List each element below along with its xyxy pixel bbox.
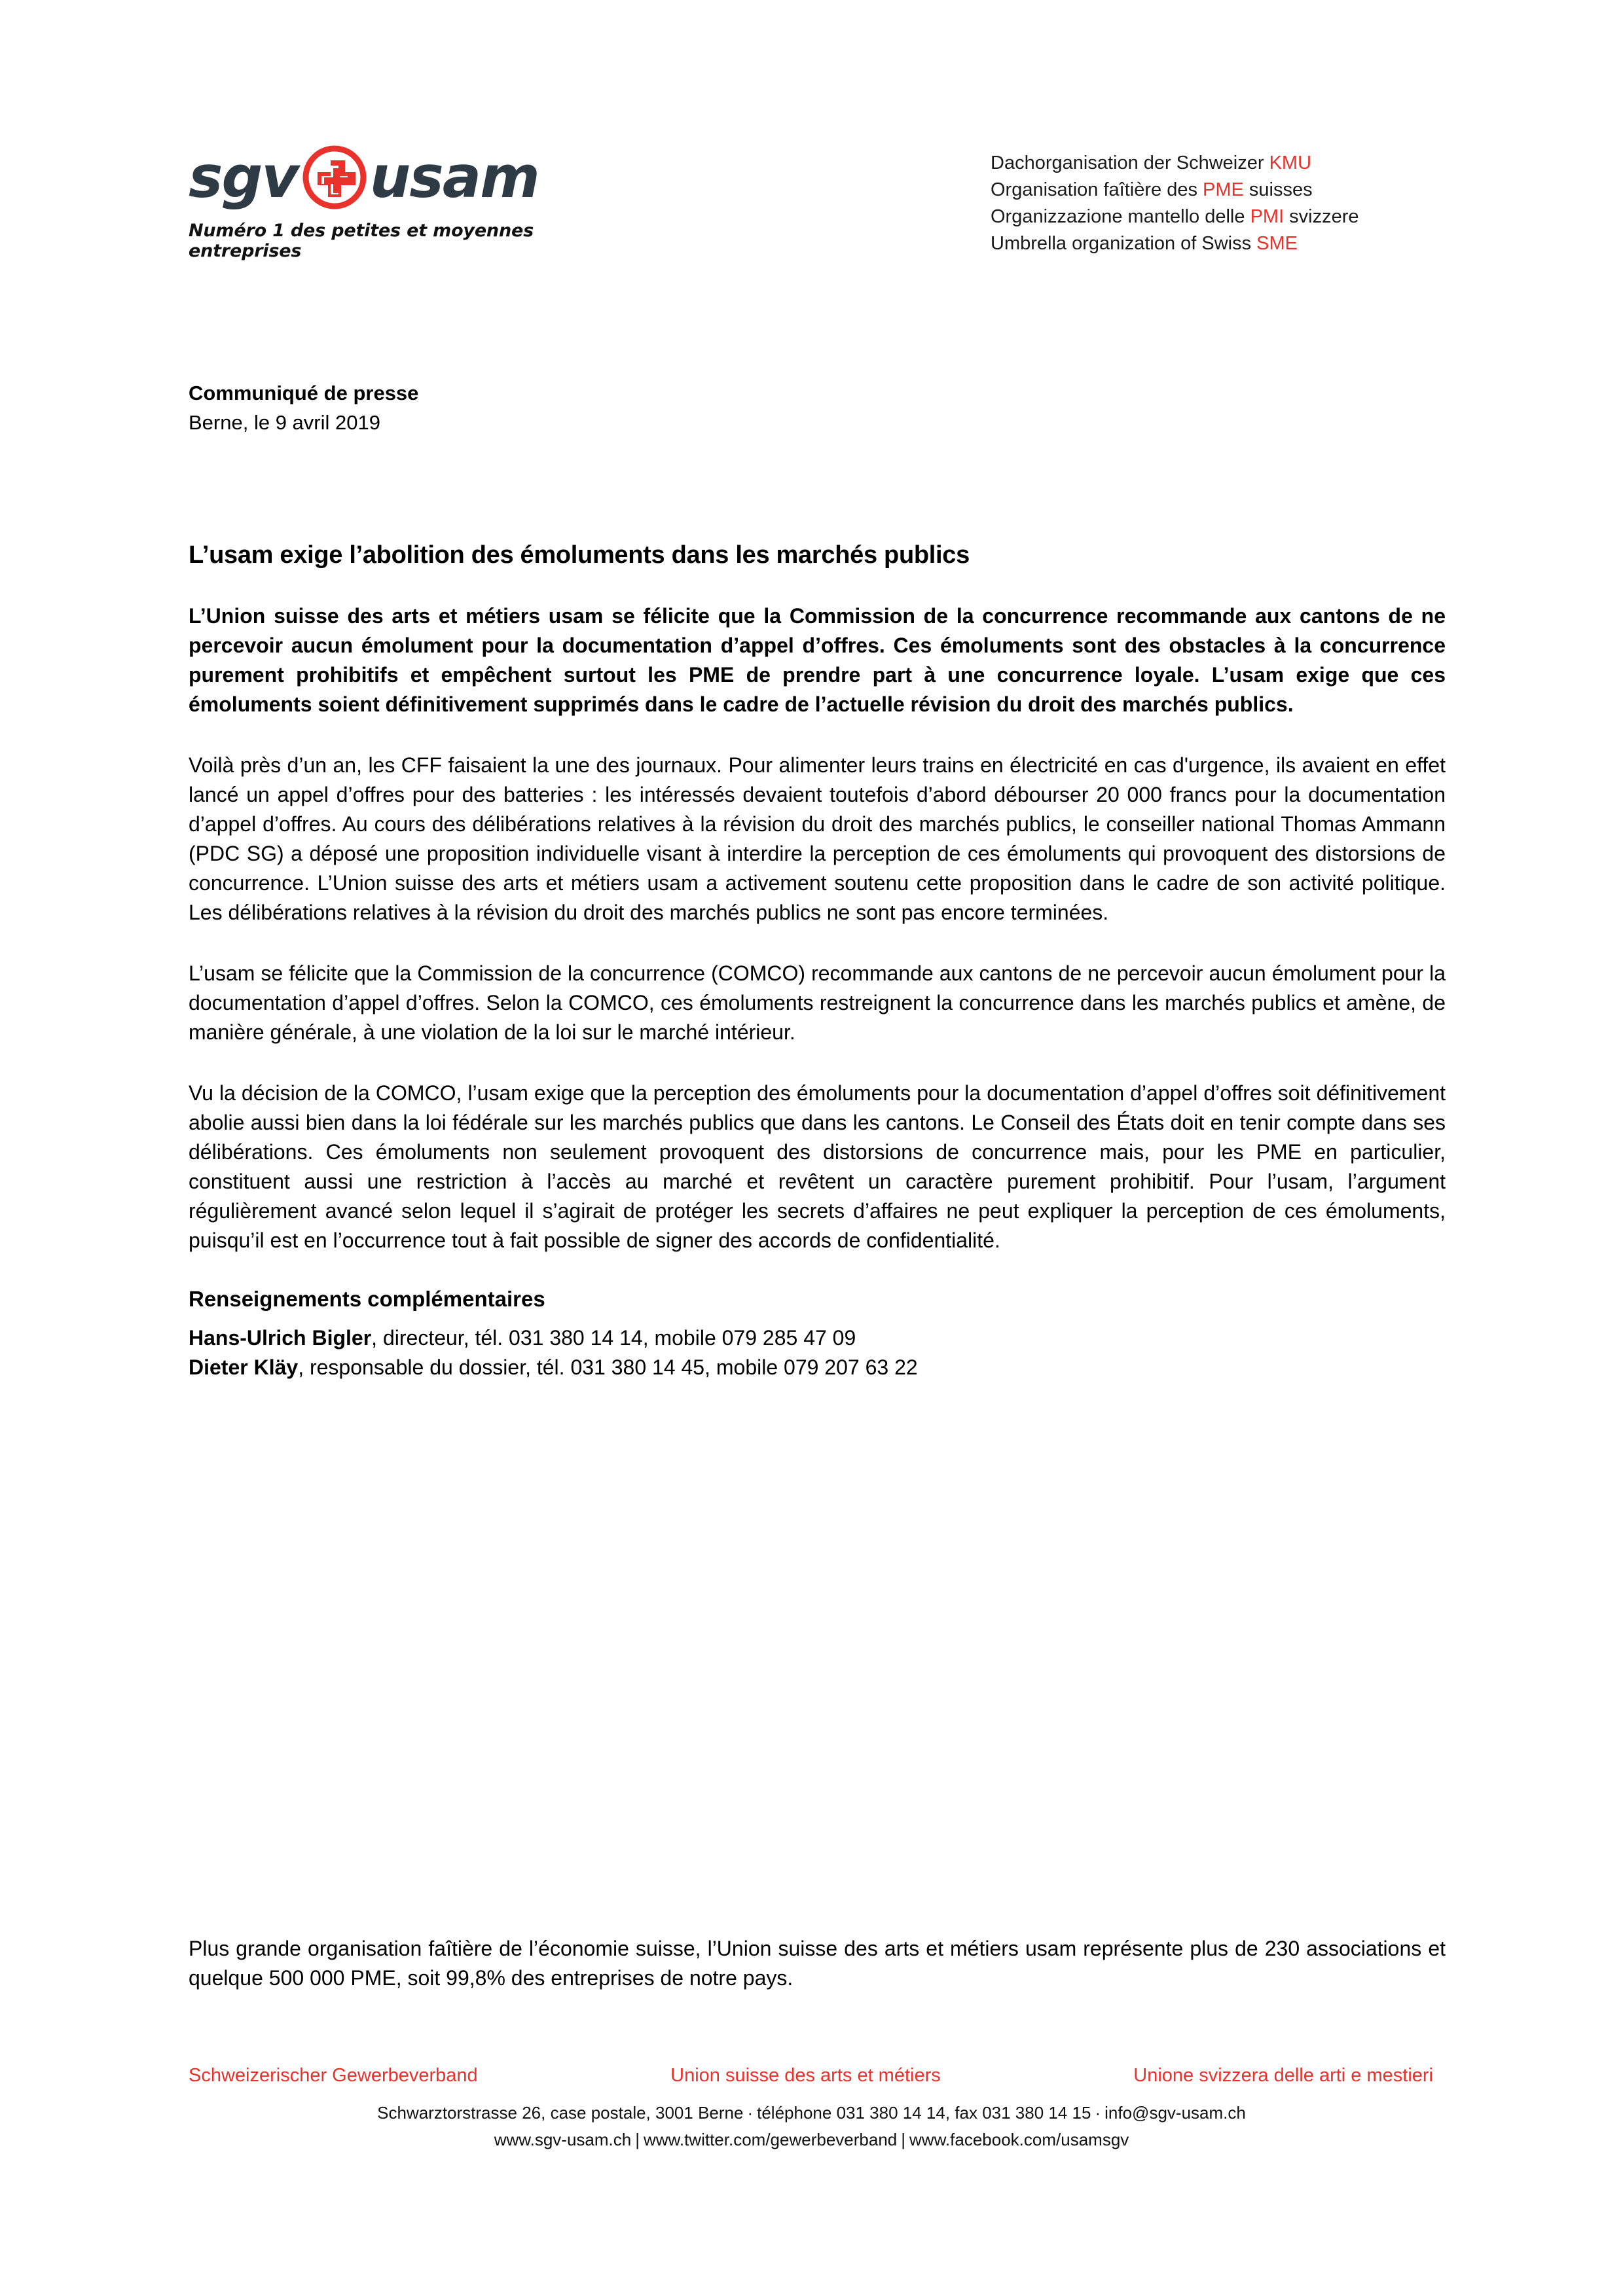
- contacts-heading: Renseignements complémentaires: [189, 1286, 545, 1311]
- footer-link-twitter[interactable]: www.twitter.com/gewerbeverband: [643, 2130, 898, 2149]
- logo-wordmark: [189, 141, 634, 214]
- body-paragraph-2: L’usam se félicite que la Commission de la concurrence (COMCO) recommande aux cantons de ne percevoir aucun émolument pour la documentation d’appel d’offres. Selon la COMCO, ces émoluments restreignent la concurrence dans les marchés publics et amène, de manière générale, à une violation de la loi sur le marché intérieur.: [189, 961, 1446, 1044]
- swiss-cross-emblem-icon: [301, 143, 369, 211]
- descriptor-de-accent: KMU: [1269, 152, 1312, 173]
- footer-separator-dot: ·: [747, 2103, 754, 2123]
- logo-tagline: Numéro 1 des petites et moyennes entreprises: [189, 221, 534, 261]
- logo-text-sgv: sgv: [189, 143, 298, 211]
- footer-email-link[interactable]: info@sgv-usam.ch: [1104, 2103, 1246, 2123]
- contact-row: [189, 1323, 1446, 1353]
- footer-address-row: [0, 2100, 1623, 2126]
- footer-separator-pipe: |: [901, 2130, 906, 2149]
- contact-name: Dieter Kläy: [189, 1355, 299, 1379]
- descriptor-fr-suffix: suisses: [1243, 179, 1313, 200]
- document-meta: [189, 378, 418, 437]
- descriptor-line-fr: [991, 177, 1359, 204]
- footer-address: Schwarztorstrasse 26, case postale, 3001 Berne: [377, 2103, 744, 2123]
- contact-details: , responsable du dossier, tél. 031 380 14 45, mobile 079 207 63 22: [298, 1355, 918, 1379]
- descriptor-de-prefix: Dachorganisation der Schweizer: [991, 152, 1269, 173]
- document-body: [189, 540, 1446, 1382]
- place-and-date: Berne, le 9 avril 2019: [189, 411, 380, 434]
- descriptor-fr-accent: PME: [1203, 179, 1244, 200]
- footer-link-website[interactable]: www.sgv-usam.ch: [494, 2130, 632, 2149]
- footer-org-it: Unione svizzera delle arti e mestieri: [1133, 2065, 1433, 2086]
- lead-paragraph: L’Union suisse des arts et métiers usam se félicite que la Commission de la concurrence recommande aux cantons de ne percevoir aucun émolument pour la documentation d’appel d’offres. Ces émoluments sont des obstacles à la concurrence purement prohibitifs et empêchent surtout les PME de prendre part à une concurrence loyale. L’usam exige que ces émoluments soient définitivement supprimés dans le cadre de l’actuelle révision du droit des marchés publics.: [189, 603, 1446, 716]
- document-type-label: Communiqué de presse: [189, 382, 419, 404]
- document-footer: [0, 2065, 1623, 2153]
- descriptor-it-prefix: Organizzazione mantello delle: [991, 206, 1250, 227]
- descriptor-fr-prefix: Organisation faîtière des: [991, 179, 1203, 200]
- footer-org-de: Schweizerischer Gewerbeverband: [189, 2065, 478, 2086]
- footer-phone: téléphone 031 380 14 14, fax 031 380 14 15: [757, 2103, 1091, 2123]
- document-header: [0, 141, 1623, 285]
- footer-org-fr: Union suisse des arts et métiers: [670, 2065, 941, 2086]
- multilingual-descriptor-block: [991, 150, 1359, 257]
- footer-contact-info: [0, 2100, 1623, 2153]
- footer-separator-pipe: |: [635, 2130, 640, 2149]
- body-paragraph-1: Voilà près d’un an, les CFF faisaient la une des journaux. Pour alimenter leurs trains en électricité en cas d'urgence, ils avaient en effet lancé un appel d’offres pour des batteries : les intéressés devaient toutefois d’abord débourser 20 000 francs pour la documentation d’appel d’offres. Au cours des délibérations relatives à la révision du droit des marchés publics, le conseiller national Thomas Ammann (PDC SG) a déposé une proposition individuelle visant à interdire la perception de ces émoluments qui provoquent des distorsions de concurrence. L’Union suisse des arts et métiers usam a activement soutenu cette proposition dans le cadre de son activité politique. Les délibérations relatives à la révision du droit des marchés publics ne sont pas encore terminées.: [189, 753, 1446, 924]
- contact-name: Hans-Ulrich Bigler: [189, 1325, 372, 1350]
- descriptor-it-suffix: svizzere: [1284, 206, 1359, 227]
- sgv-usam-logo: [189, 141, 634, 261]
- descriptor-line-it: [991, 204, 1359, 230]
- footer-org-names: [189, 2065, 1433, 2087]
- organization-boilerplate: Plus grande organisation faîtière de l’économie suisse, l’Union suisse des arts et métiers usam représente plus de 230 associations et quelque 500 000 PME, soit 99,8% des entreprises de notre pays.: [189, 1937, 1446, 1990]
- descriptor-en-accent: SME: [1256, 233, 1298, 254]
- descriptor-line-de: [991, 150, 1359, 177]
- contact-details: , directeur, tél. 031 380 14 14, mobile 079 285 47 09: [371, 1325, 856, 1350]
- footer-links-row: [0, 2126, 1623, 2153]
- descriptor-it-accent: PMI: [1250, 206, 1285, 227]
- footer-separator-dot: ·: [1095, 2103, 1101, 2123]
- descriptor-en-prefix: Umbrella organization of Swiss: [991, 233, 1257, 254]
- body-paragraph-3: Vu la décision de la COMCO, l’usam exige que la perception des émoluments pour la documentation d’appel d’offres soit définitivement abolie aussi bien dans la loi fédérale sur les marchés publics que dans les cantons. Le Conseil des États doit en tenir compte dans ses délibérations. Ces émoluments non seulement provoquent des distorsions de concurrence mais, pour les PME en particulier, constituent aussi une restriction à l’accès au marché et revêtent un caractère purement prohibitif. Pour l’usam, l’argument régulièrement avancé selon lequel il s’agirait de protéger les secrets d’affaires ne peut expliquer la perception de ces émoluments, puisqu’il est en l’occurrence tout à fait possible de signer des accords de confidentialité.: [189, 1081, 1446, 1252]
- contact-row: [189, 1353, 1446, 1382]
- descriptor-line-en: [991, 230, 1359, 257]
- footer-link-facebook[interactable]: www.facebook.com/usamsgv: [909, 2130, 1129, 2149]
- logo-text-usam: usam: [369, 143, 539, 211]
- page-title: L’usam exige l’abolition des émoluments dans les marchés publics: [189, 541, 970, 569]
